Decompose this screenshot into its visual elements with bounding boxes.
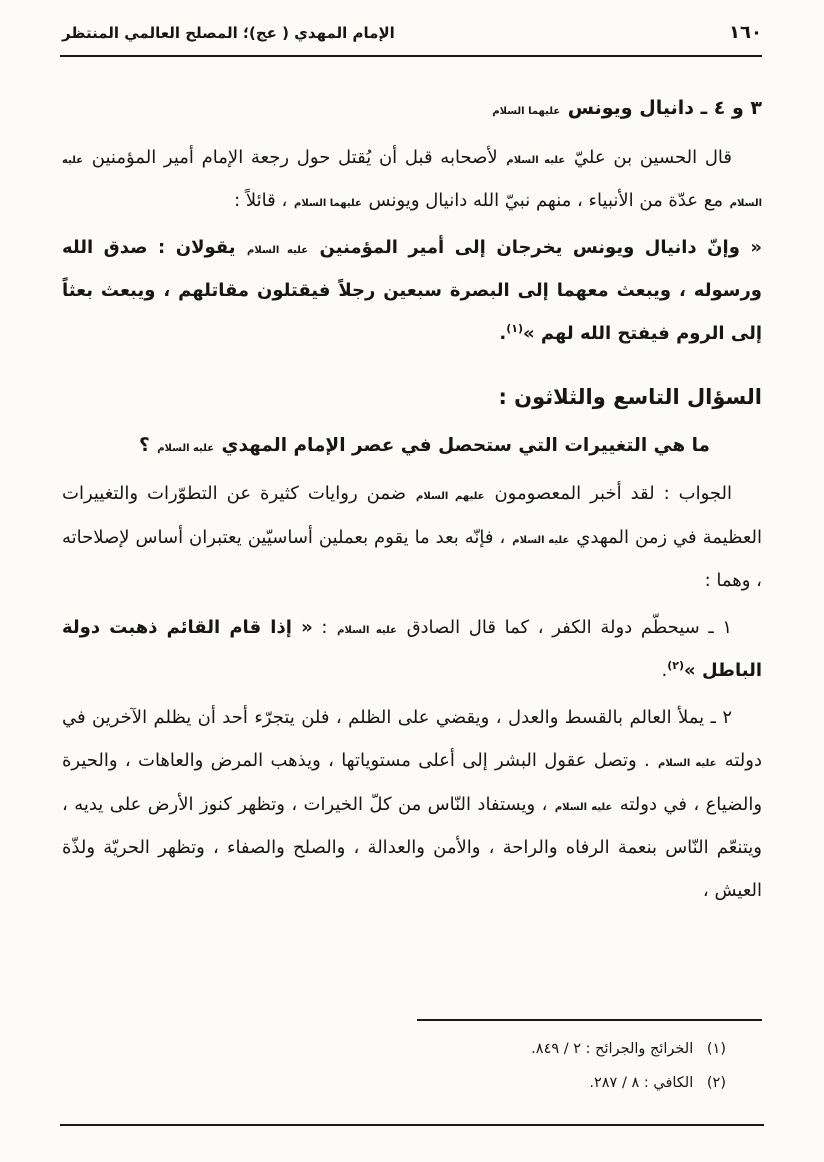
- footnote-ref: (٢): [667, 659, 685, 673]
- footnote: [62, 1066, 726, 1100]
- footnote-marker: (٢): [706, 1075, 726, 1092]
- text-segment: ما هي التغييرات التي ستحصل في عصر الإمام المهدي: [215, 434, 710, 456]
- text-segment: السؤال التاسع والثلاثون :: [498, 384, 762, 409]
- text-segment: « إذا قام القائم ذهبت دولة الباطل »: [62, 616, 762, 682]
- content-block-heading2: [62, 372, 762, 422]
- honorific-symbol: عليه السلام: [506, 154, 566, 166]
- text-segment: ١ ـ سيحطّم دولة الكفر ، كما قال الصادق: [397, 616, 733, 638]
- text-segment: ضمن روايات كثيرة عن التطوّرات والتغييرات العظيمة في زمن المهدي: [62, 483, 762, 548]
- honorific-symbol: عليه السلام: [157, 442, 215, 454]
- page-body: [62, 74, 762, 916]
- bottom-rule: [60, 1124, 764, 1126]
- honorific-symbol: عليهما السلام: [492, 106, 561, 117]
- running-title: الإمام المهدي ( عج)؛ المصلح العالمي المنتظر: [62, 24, 395, 42]
- footnotes: [62, 1032, 762, 1100]
- footnote-text: الكافي : ٨ / ٢٨٧.: [589, 1075, 694, 1092]
- content-block-heading1: [62, 86, 762, 132]
- text-segment: مع عدّة من الأنبياء ، منهم نبيّ الله دانيال ويونس: [362, 189, 729, 211]
- text-segment: ٢ ـ يملأ العالم بالقسط والعدل ، ويقضي على الظلم ، فلن يتجرّء أحد أن يظلم الآخرين في دولته: [62, 707, 762, 772]
- text-segment: « وإنّ دانيال ويونس يخرجان إلى أمير المؤمنين: [309, 236, 763, 258]
- footnote-text: الخرائج والجرائح : ٢ / ٨٤٩.: [531, 1041, 694, 1057]
- text-segment: .: [661, 660, 668, 682]
- text-segment: .: [499, 323, 507, 345]
- footnote-separator: [417, 1019, 762, 1021]
- content-block-para: [62, 472, 762, 602]
- honorific-symbol: عليه السلام: [554, 801, 613, 813]
- text-segment: . وتصل عقول البشر إلى أعلى مستوياتها ، ويذهب المرض والعاهات ، والحيرة والضياع ، في دولته: [62, 750, 763, 815]
- honorific-symbol: عليه السلام: [658, 758, 717, 770]
- honorific-symbol: عليه السلام: [512, 534, 570, 546]
- header-rule: [60, 55, 762, 57]
- content-block-question: [62, 424, 762, 468]
- text-segment: لأصحابه قبل أن يُقتل حول رجعة الإمام أمير المؤمنين: [84, 146, 506, 168]
- page-header: [62, 22, 762, 43]
- honorific-symbol: عليه السلام: [247, 244, 309, 256]
- honorific-symbol: عليه السلام: [62, 154, 762, 209]
- text-segment: يقولان : صدق الله ورسوله ، ويبعث معهما إلى البصرة سبعين رجلاً فيقتلون مقاتلهم ، ويبعث بعثاً إلى الروم فيفتح الله لهم »: [62, 236, 762, 345]
- honorific-symbol: عليه السلام: [337, 624, 397, 636]
- content-block-para: [62, 136, 762, 222]
- text-segment: ، فإنّه بعد ما يقوم بعملين أساسيّين يعتبران أساس لإصلاحاته ، وهما :: [62, 526, 762, 591]
- honorific-symbol: عليهما السلام: [294, 197, 362, 209]
- content-block-para: [62, 226, 762, 356]
- footnote: [62, 1032, 726, 1066]
- text-segment: الجواب : لقد أخبر المعصومون: [485, 483, 732, 505]
- text-segment: قال الحسين بن عليّ: [566, 146, 733, 168]
- text-segment: ٣ و ٤ ـ دانيال ويونس: [561, 97, 762, 119]
- text-segment: ، قائلاً :: [234, 189, 293, 211]
- footnote-marker: (١): [706, 1041, 726, 1057]
- footnote-ref: (١): [506, 322, 524, 336]
- honorific-symbol: عليهم السلام: [416, 491, 485, 503]
- content-block-para: [62, 696, 762, 912]
- content-block-para: [62, 606, 762, 692]
- text-segment: ؟: [139, 434, 157, 456]
- page-number: ١٦٠: [729, 22, 762, 43]
- text-segment: :: [312, 616, 337, 638]
- text-segment: ، ويستفاد النّاس من كلّ الخيرات ، وتظهر كنوز الأرض على يديه ، ويتنعّم النّاس بنعمة الرفاه والراحة ، والأمن والعدالة ، والصلح والصفاء ، وتظهر الحريّة ولذّة العيش ،: [62, 793, 762, 901]
